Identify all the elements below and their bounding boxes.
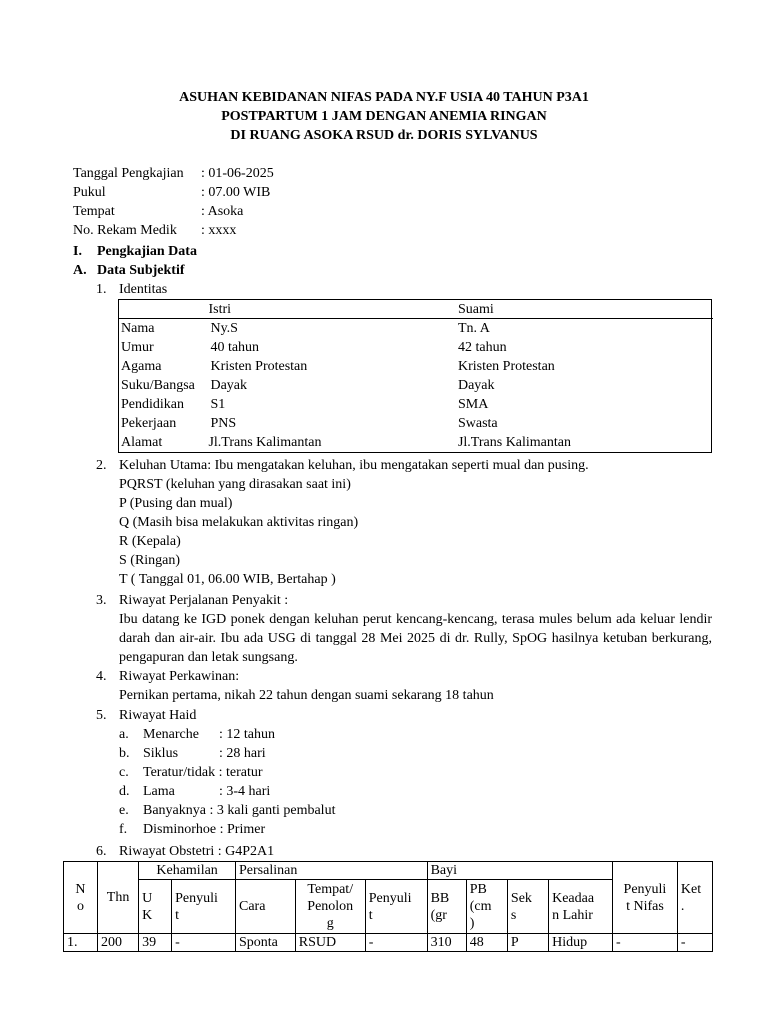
obstetri-cell-cara: Sponta (236, 934, 296, 952)
item-5-riwayat-haid: 5. Riwayat Haid (96, 708, 197, 723)
identitas-row (119, 433, 712, 453)
riwayat-haid-item: c. Teratur/tidak : teratur (119, 765, 263, 780)
identitas-istri-value: PNS (210, 416, 237, 431)
obstetri-cell-bb: 310 (427, 934, 466, 952)
obstetri-header-uk: U K (139, 880, 172, 934)
item-4-riwayat-perkawinan: 4. Riwayat Perkawinan: (96, 669, 240, 684)
identitas-table (118, 299, 712, 453)
item-6-riwayat-obstetri: 6. Riwayat Obstetri : G4P2A1 (96, 844, 275, 859)
identitas-header-suami: Suami (457, 302, 494, 317)
item-3-riwayat-penyakit: 3. Riwayat Perjalanan Penyakit : (96, 593, 289, 608)
keluhan-sub-line: PQRST (keluhan yang dirasakan saat ini) (119, 477, 351, 492)
riwayat-haid-item: b. Siklus : 28 hari (119, 746, 266, 761)
keluhan-sub-line: P (Pusing dan mual) (119, 496, 233, 511)
meta-tempat: Tempat : Asoka (73, 204, 244, 219)
document-title-line-2: POSTPARTUM 1 JAM DENGAN ANEMIA RINGAN (221, 109, 547, 124)
meta-pukul: Pukul : 07.00 WIB (73, 185, 271, 200)
obstetri-group-header-row (64, 862, 713, 880)
identitas-label: Pekerjaan (121, 416, 177, 431)
obstetri-cell-pb: 48 (466, 934, 507, 952)
obstetri-cell-keadaan: Hidup (549, 934, 613, 952)
obstetri-header-no: N o (64, 862, 98, 934)
obstetri-cell-tempat: RSUD (295, 934, 365, 952)
obstetri-header-penyulit-salin: Penyuli t (365, 880, 427, 934)
obstetri-header-thn: Thn (97, 862, 138, 934)
section-heading-i: I. Pengkajian Data (73, 244, 197, 259)
keluhan-sub-line: T ( Tanggal 01, 06.00 WIB, Bertahap ) (119, 572, 336, 587)
obstetri-cell-seks: P (507, 934, 548, 952)
obstetri-cell-penyulit-hamil: - (172, 934, 236, 952)
item-1-identitas: 1. Identitas (96, 282, 168, 297)
identitas-istri-value: Dayak (210, 378, 247, 393)
identitas-header-istri: Istri (208, 302, 232, 317)
obstetri-header-cara: Cara (236, 880, 296, 934)
document-title-line-3: DI RUANG ASOKA RSUD dr. DORIS SYLVANUS (230, 128, 538, 143)
identitas-row (119, 357, 712, 376)
identitas-suami-value: Jl.Trans Kalimantan (457, 435, 572, 450)
riwayat-perkawinan-text: Pernikan pertama, nikah 22 tahun dengan suami sekarang 18 tahun (119, 688, 494, 703)
identitas-row (119, 414, 712, 433)
keluhan-sub-line: S (Ringan) (119, 553, 181, 568)
identitas-suami-value: Swasta (457, 416, 498, 431)
riwayat-haid-item: d. Lama : 3-4 hari (119, 784, 271, 799)
obstetri-cell-ket: - (677, 934, 712, 952)
riwayat-haid-item: f. Disminorhoe : Primer (119, 822, 266, 837)
identitas-row (119, 376, 712, 395)
identitas-row (119, 395, 712, 414)
keluhan-sub-line: Q (Masih bisa melakukan aktivitas ringan) (119, 515, 359, 530)
obstetri-header-persalinan: Persalinan (236, 862, 428, 880)
identitas-label: Umur (121, 340, 154, 355)
obstetri-header-penyulit-hamil: Penyuli t (172, 880, 236, 934)
identitas-istri-value: S1 (210, 397, 226, 412)
riwayat-haid-item: e. Banyaknya : 3 kali ganti pembalut (119, 803, 336, 818)
identitas-suami-value: 42 tahun (457, 340, 507, 355)
identitas-label: Pendidikan (121, 397, 184, 412)
document-title-line-1: ASUHAN KEBIDANAN NIFAS PADA NY.F USIA 40 TAHUN P3A1 (179, 90, 589, 105)
identitas-istri-value: Kristen Protestan (210, 359, 308, 374)
obstetri-header-penyulit-nifas: Penyuli t Nifas (612, 862, 677, 934)
obstetri-row (64, 934, 713, 952)
section-heading-a: A. Data Subjektif (73, 263, 185, 278)
obstetri-header-tempat: Tempat/ Penolon g (295, 880, 365, 934)
identitas-label: Agama (121, 359, 162, 374)
obstetri-header-ket: Ket . (677, 862, 712, 934)
meta-rekam-medik: No. Rekam Medik : xxxx (73, 223, 237, 238)
identitas-istri-value: Ny.S (210, 321, 238, 336)
identitas-row (119, 338, 712, 357)
obstetri-cell-penyulit-salin: - (365, 934, 427, 952)
meta-tanggal: Tanggal Pengkajian : 01-06-2025 (73, 166, 274, 181)
identitas-istri-value: 40 tahun (210, 340, 260, 355)
obstetri-cell-uk: 39 (139, 934, 172, 952)
identitas-istri-value: Jl.Trans Kalimantan (208, 435, 322, 450)
identitas-label: Alamat (121, 435, 163, 450)
obstetri-cell-penyulit-nifas: - (612, 934, 677, 952)
riwayat-penyakit-paragraph: Ibu datang ke IGD ponek dengan keluhan perut kencang-kencang, terasa mules belum ada keluar lendir darah dan air-air. Ibu ada USG di tanggal 28 Mei 2025 di dr. Rully, SpOG hasilnya ketuban berkurang, pengapuran dan letak sungsang. (119, 612, 712, 665)
identitas-suami-value: Dayak (457, 378, 495, 393)
riwayat-haid-item: a. Menarche : 12 tahun (119, 727, 275, 742)
item-2-keluhan-utama: 2. Keluhan Utama: Ibu mengatakan keluhan, ibu mengatakan seperti mual dan pusing. (96, 458, 589, 473)
identitas-header-row (119, 300, 712, 320)
identitas-suami-value: Tn. A (457, 321, 490, 336)
identitas-suami-value: Kristen Protestan (457, 359, 555, 374)
obstetri-cell-no: 1. (64, 934, 98, 952)
identitas-suami-value: SMA (457, 397, 489, 412)
obstetri-header-pb: PB (cm ) (466, 880, 507, 934)
identitas-header-divider (118, 318, 713, 319)
obstetri-header-seks: Sek s (507, 880, 548, 934)
obstetri-header-bayi: Bayi (427, 862, 612, 880)
identitas-label: Suku/Bangsa (121, 378, 195, 393)
obstetri-cell-thn: 200 (97, 934, 138, 952)
obstetri-header-kehamilan: Kehamilan (139, 862, 236, 880)
obstetri-header-bb: BB (gr (427, 880, 466, 934)
identitas-label: Nama (121, 321, 155, 336)
keluhan-sub-line: R (Kepala) (119, 534, 181, 549)
riwayat-obstetri-table (63, 861, 713, 952)
obstetri-header-keadaan: Keadaa n Lahir (549, 880, 613, 934)
identitas-row (119, 319, 712, 338)
